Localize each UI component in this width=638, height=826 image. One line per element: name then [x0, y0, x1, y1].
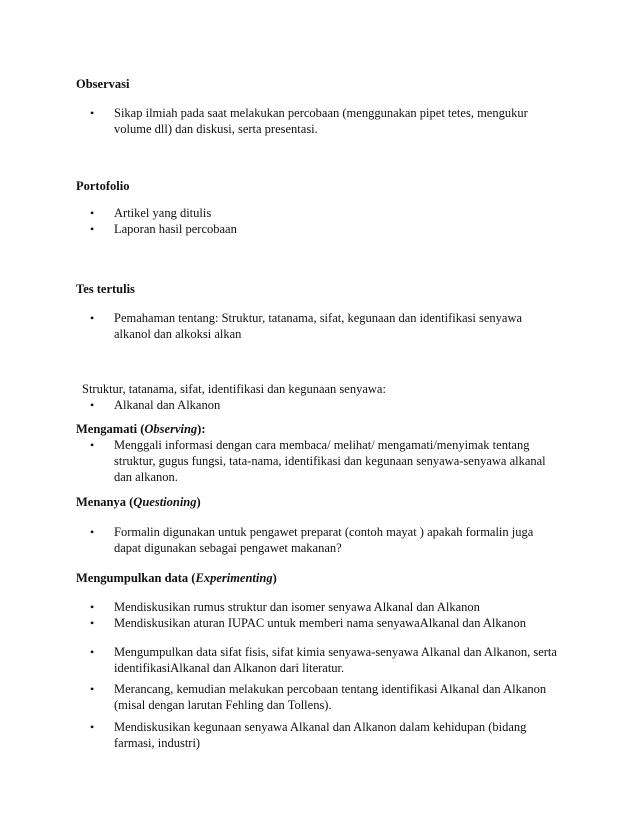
- list-item: • Mengumpulkan data sifat fisis, sifat kimia senyawa-senyawa Alkanal dan Alkanon, serta identifikasiAlkanal dan Alkanon dari literatur.: [90, 645, 557, 675]
- list-item: • Formalin digunakan untuk pengawet preparat (contoh mayat ) apakah formalin juga dapat digunakan sebagai pengawet makanan?: [90, 525, 534, 555]
- heading-mengumpulkan-data: Mengumpulkan data (Experimenting): [76, 571, 277, 585]
- list-item: • Laporan hasil percobaan: [90, 222, 237, 236]
- bullet-icon: •: [90, 682, 95, 696]
- bullet-icon: •: [90, 720, 95, 734]
- list-item: • Pemahaman tentang: Struktur, tatanama, sifat, kegunaan dan identifikasi senyawa alkanol dan alkoksi alkan: [90, 311, 523, 341]
- bullet-icon: •: [90, 600, 95, 614]
- bullet-icon: •: [90, 206, 95, 220]
- list-item: • Mendiskusikan aturan IUPAC untuk memberi nama senyawaAlkanal dan Alkanon: [90, 616, 526, 630]
- list-item: • Alkanal dan Alkanon: [90, 398, 221, 412]
- bullet-icon: •: [90, 438, 95, 452]
- heading-mengamati: Mengamati (Observing):: [76, 422, 206, 436]
- bullet-icon: •: [90, 106, 95, 120]
- materi-intro: Struktur, tatanama, sifat, identifikasi dan kegunaan senyawa:: [82, 382, 386, 396]
- bullet-icon: •: [90, 311, 95, 325]
- list-item: • Mendiskusikan rumus struktur dan isomer senyawa Alkanal dan Alkanon: [90, 600, 480, 614]
- list-item: • Sikap ilmiah pada saat melakukan percobaan (menggunakan pipet tetes, mengukur volume dll) dan diskusi, serta presentasi.: [90, 106, 528, 136]
- heading-tes-tertulis: Tes tertulis: [76, 282, 135, 296]
- list-item: • Merancang, kemudian melakukan percobaan tentang identifikasi Alkanal dan Alkanon (misal dengan larutan Fehling dan Tollens).: [90, 682, 547, 712]
- list-item: • Artikel yang ditulis: [90, 206, 212, 220]
- heading-portofolio: Portofolio: [76, 179, 130, 193]
- bullet-icon: •: [90, 222, 95, 236]
- bullet-icon: •: [90, 645, 95, 659]
- list-item: • Mendiskusikan kegunaan senyawa Alkanal dan Alkanon dalam kehidupan (bidang farmasi, industri): [90, 720, 527, 750]
- bullet-icon: •: [90, 525, 95, 539]
- heading-menanya: Menanya (Questioning): [76, 495, 201, 509]
- heading-observasi: Observasi: [76, 77, 130, 91]
- bullet-icon: •: [90, 398, 95, 412]
- list-item: • Menggali informasi dengan cara membaca/ melihat/ mengamati/menyimak tentang struktur, gugus fungsi, tata-nama, identifikasi dan kegunaan senyawa-senyawa alkanal dan alkanon.: [90, 438, 546, 484]
- bullet-icon: •: [90, 616, 95, 630]
